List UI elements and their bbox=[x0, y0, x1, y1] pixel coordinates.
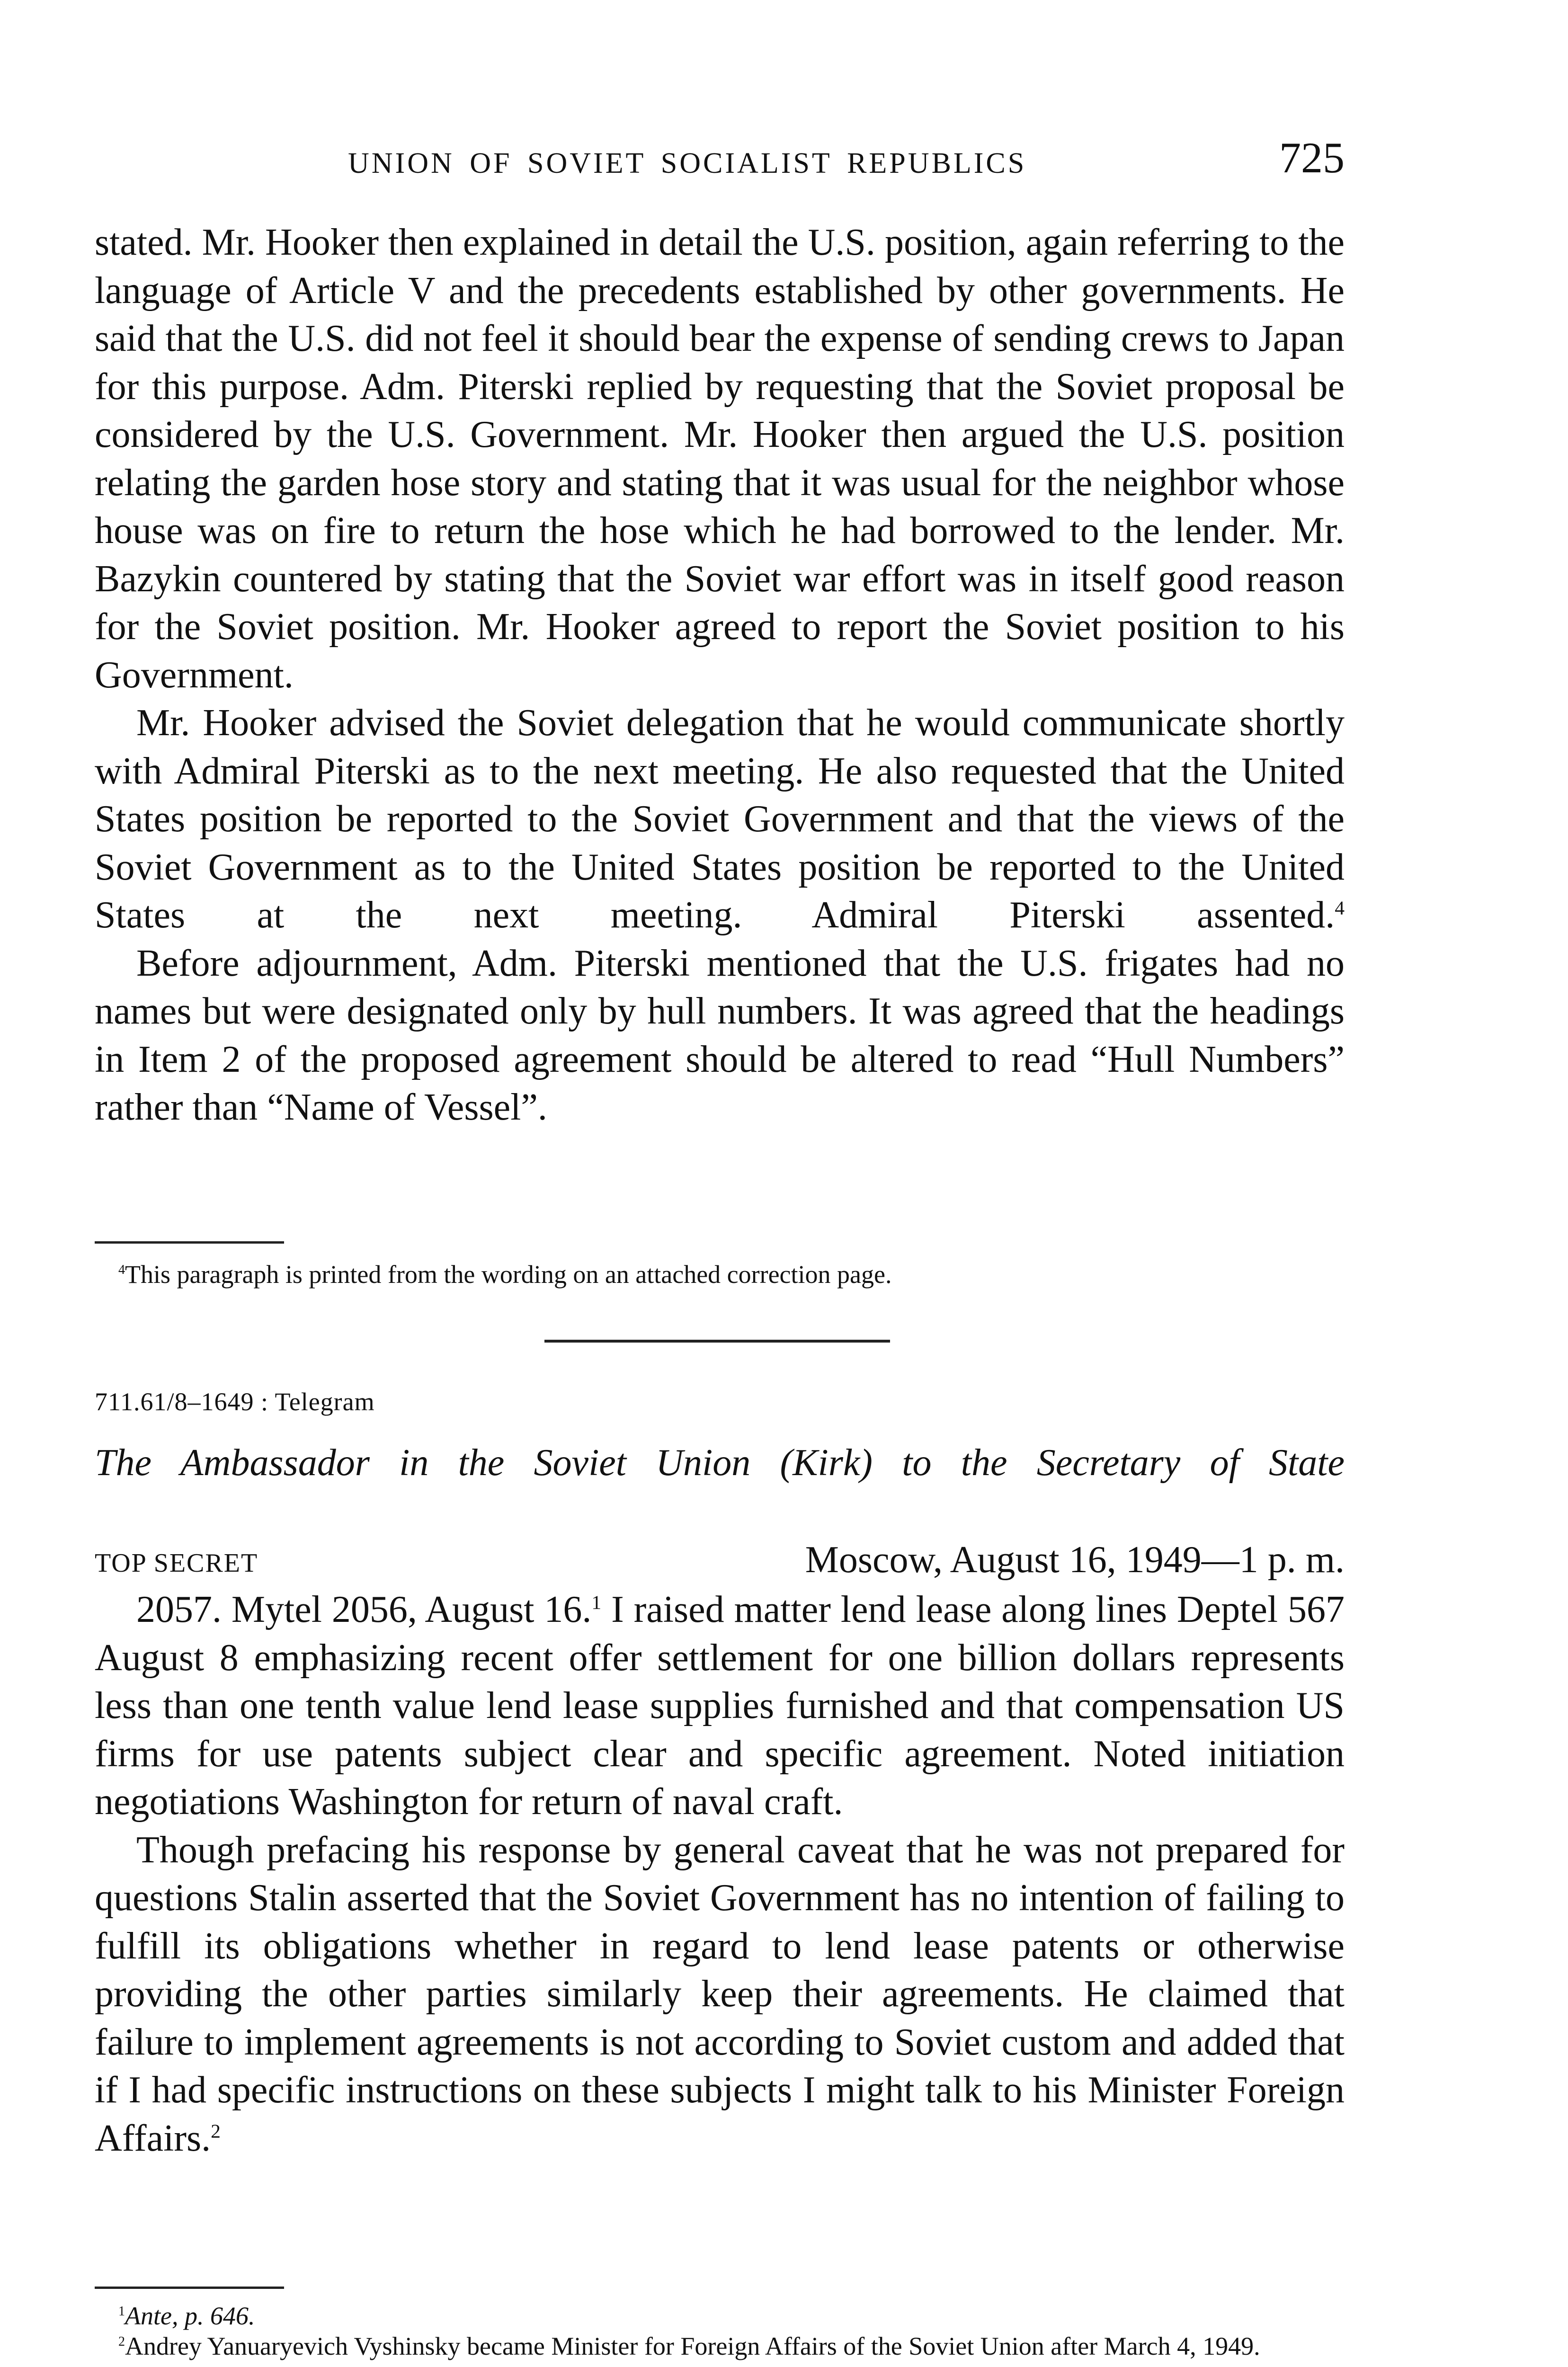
paragraph: stated. Mr. Hooker then explained in detail the U.S. position, again referring to the language of Article V and the precedents established by other governments. He said that the U.S. did not feel it should bear the expense of sending crews to Japan for this purpose. Adm. Piterski replied by requesting that the Soviet proposal be considered by the U.S. Government. Mr. Hooker then argued the U.S. position relating the garden hose story and stating that it was usual for the neighbor whose house was on fire to return the hose which he had borrowed to the lender. Mr. Bazykin countered by stating that the Soviet war effort was in itself good reason for the Soviet position. Mr. Hooker agreed to report the Soviet position to his Government. bbox=[95, 222, 1345, 696]
page-number: 725 bbox=[1279, 133, 1345, 182]
footnote-ref: 4 bbox=[1335, 897, 1345, 919]
paragraph bbox=[95, 699, 1345, 940]
footnote bbox=[95, 2331, 1345, 2361]
section-divider bbox=[544, 1340, 890, 1343]
dateline bbox=[95, 1539, 1345, 1586]
continued-memorandum bbox=[95, 219, 1345, 1132]
paragraph-text: Though prefacing his response by general caveat that he was not prepared for questions Stalin asserted that the Soviet Government has no intention of failing to fulfill its obligations whether in regard to lend lease patents or otherwise providing the other parties similarly keep their agreements. He claimed that failure to implement agreements is not according to Soviet custom and added that if I had specific instructions on these subjects I might talk to his Minister Foreign Affairs. bbox=[95, 1829, 1345, 2159]
footnote-rule bbox=[95, 2287, 284, 2289]
footnote-text: This paragraph is printed from the wording on an attached correction page. bbox=[125, 1260, 892, 1289]
document-heading bbox=[95, 1442, 1345, 1485]
footnote bbox=[95, 1259, 1345, 1290]
paragraph-text: Mr. Hooker advised the Soviet delegation that he would communicate shortly with Admiral Piterski as to the next meeting. He also requested that the United States position be reported to the Soviet Government and that the views of the Soviet Government as to the United States position be reported to the United States at the next meeting. Admiral Piterski assented. bbox=[95, 702, 1345, 936]
heading-text: The Ambassador in the Soviet Union ( bbox=[95, 1442, 793, 1484]
footnote-marker: 2 bbox=[118, 2334, 125, 2349]
telegram-body bbox=[95, 1586, 1345, 2162]
footnote-section bbox=[95, 1259, 1345, 1290]
place-date: Moscow, August 16, 1949—1 p. m. bbox=[805, 1539, 1345, 1581]
footnote bbox=[95, 2301, 1345, 2331]
running-header bbox=[95, 133, 1345, 189]
footnote-text: Ante, p. 646. bbox=[125, 2302, 255, 2330]
paragraph: Before adjournment, Adm. Piterski mentioned that the U.S. frigates had no names but were designated only by hull numbers. It was agreed that the headings in Item 2 of the proposed agreement should be altered to read “Hull Numbers” rather than “Name of Vessel”. bbox=[95, 942, 1345, 1128]
paragraph-text: 2057. Mytel 2056, August 16. bbox=[136, 1589, 592, 1630]
footnote-marker: 4 bbox=[118, 1263, 125, 1277]
footnote-section bbox=[95, 2301, 1345, 2361]
footnote-rule bbox=[95, 1241, 284, 1244]
file-reference: 711.61/8–1649 : Telegram bbox=[95, 1388, 375, 1416]
heading-text: ) to the Secretary of State bbox=[860, 1442, 1345, 1484]
paragraph bbox=[95, 1826, 1345, 2163]
footnote-ref: 2 bbox=[211, 2119, 221, 2142]
heading-name: Kirk bbox=[793, 1442, 860, 1484]
running-title: UNION OF SOVIET SOCIALIST REPUBLICS bbox=[348, 147, 1027, 179]
paragraph-text: I raised matter lend lease along lines Deptel 567 August 8 emphasizing recent offer settlement for one billion dollars represents less than one tenth value lend lease supplies furnished and that compensation US firms for use patents subject clear and specific agreement. Noted initiation negotiations Washington for return of naval craft. bbox=[95, 1589, 1345, 1823]
footnote-ref: 1 bbox=[591, 1591, 602, 1613]
paragraph bbox=[95, 1586, 1345, 1826]
footnote-marker: 1 bbox=[118, 2304, 125, 2319]
classification-label: TOP SECRET bbox=[95, 1548, 258, 1578]
footnote-text: Andrey Yanuaryevich Vyshinsky became Minister for Foreign Affairs of the Soviet Union after March 4, 1949. bbox=[125, 2332, 1260, 2360]
